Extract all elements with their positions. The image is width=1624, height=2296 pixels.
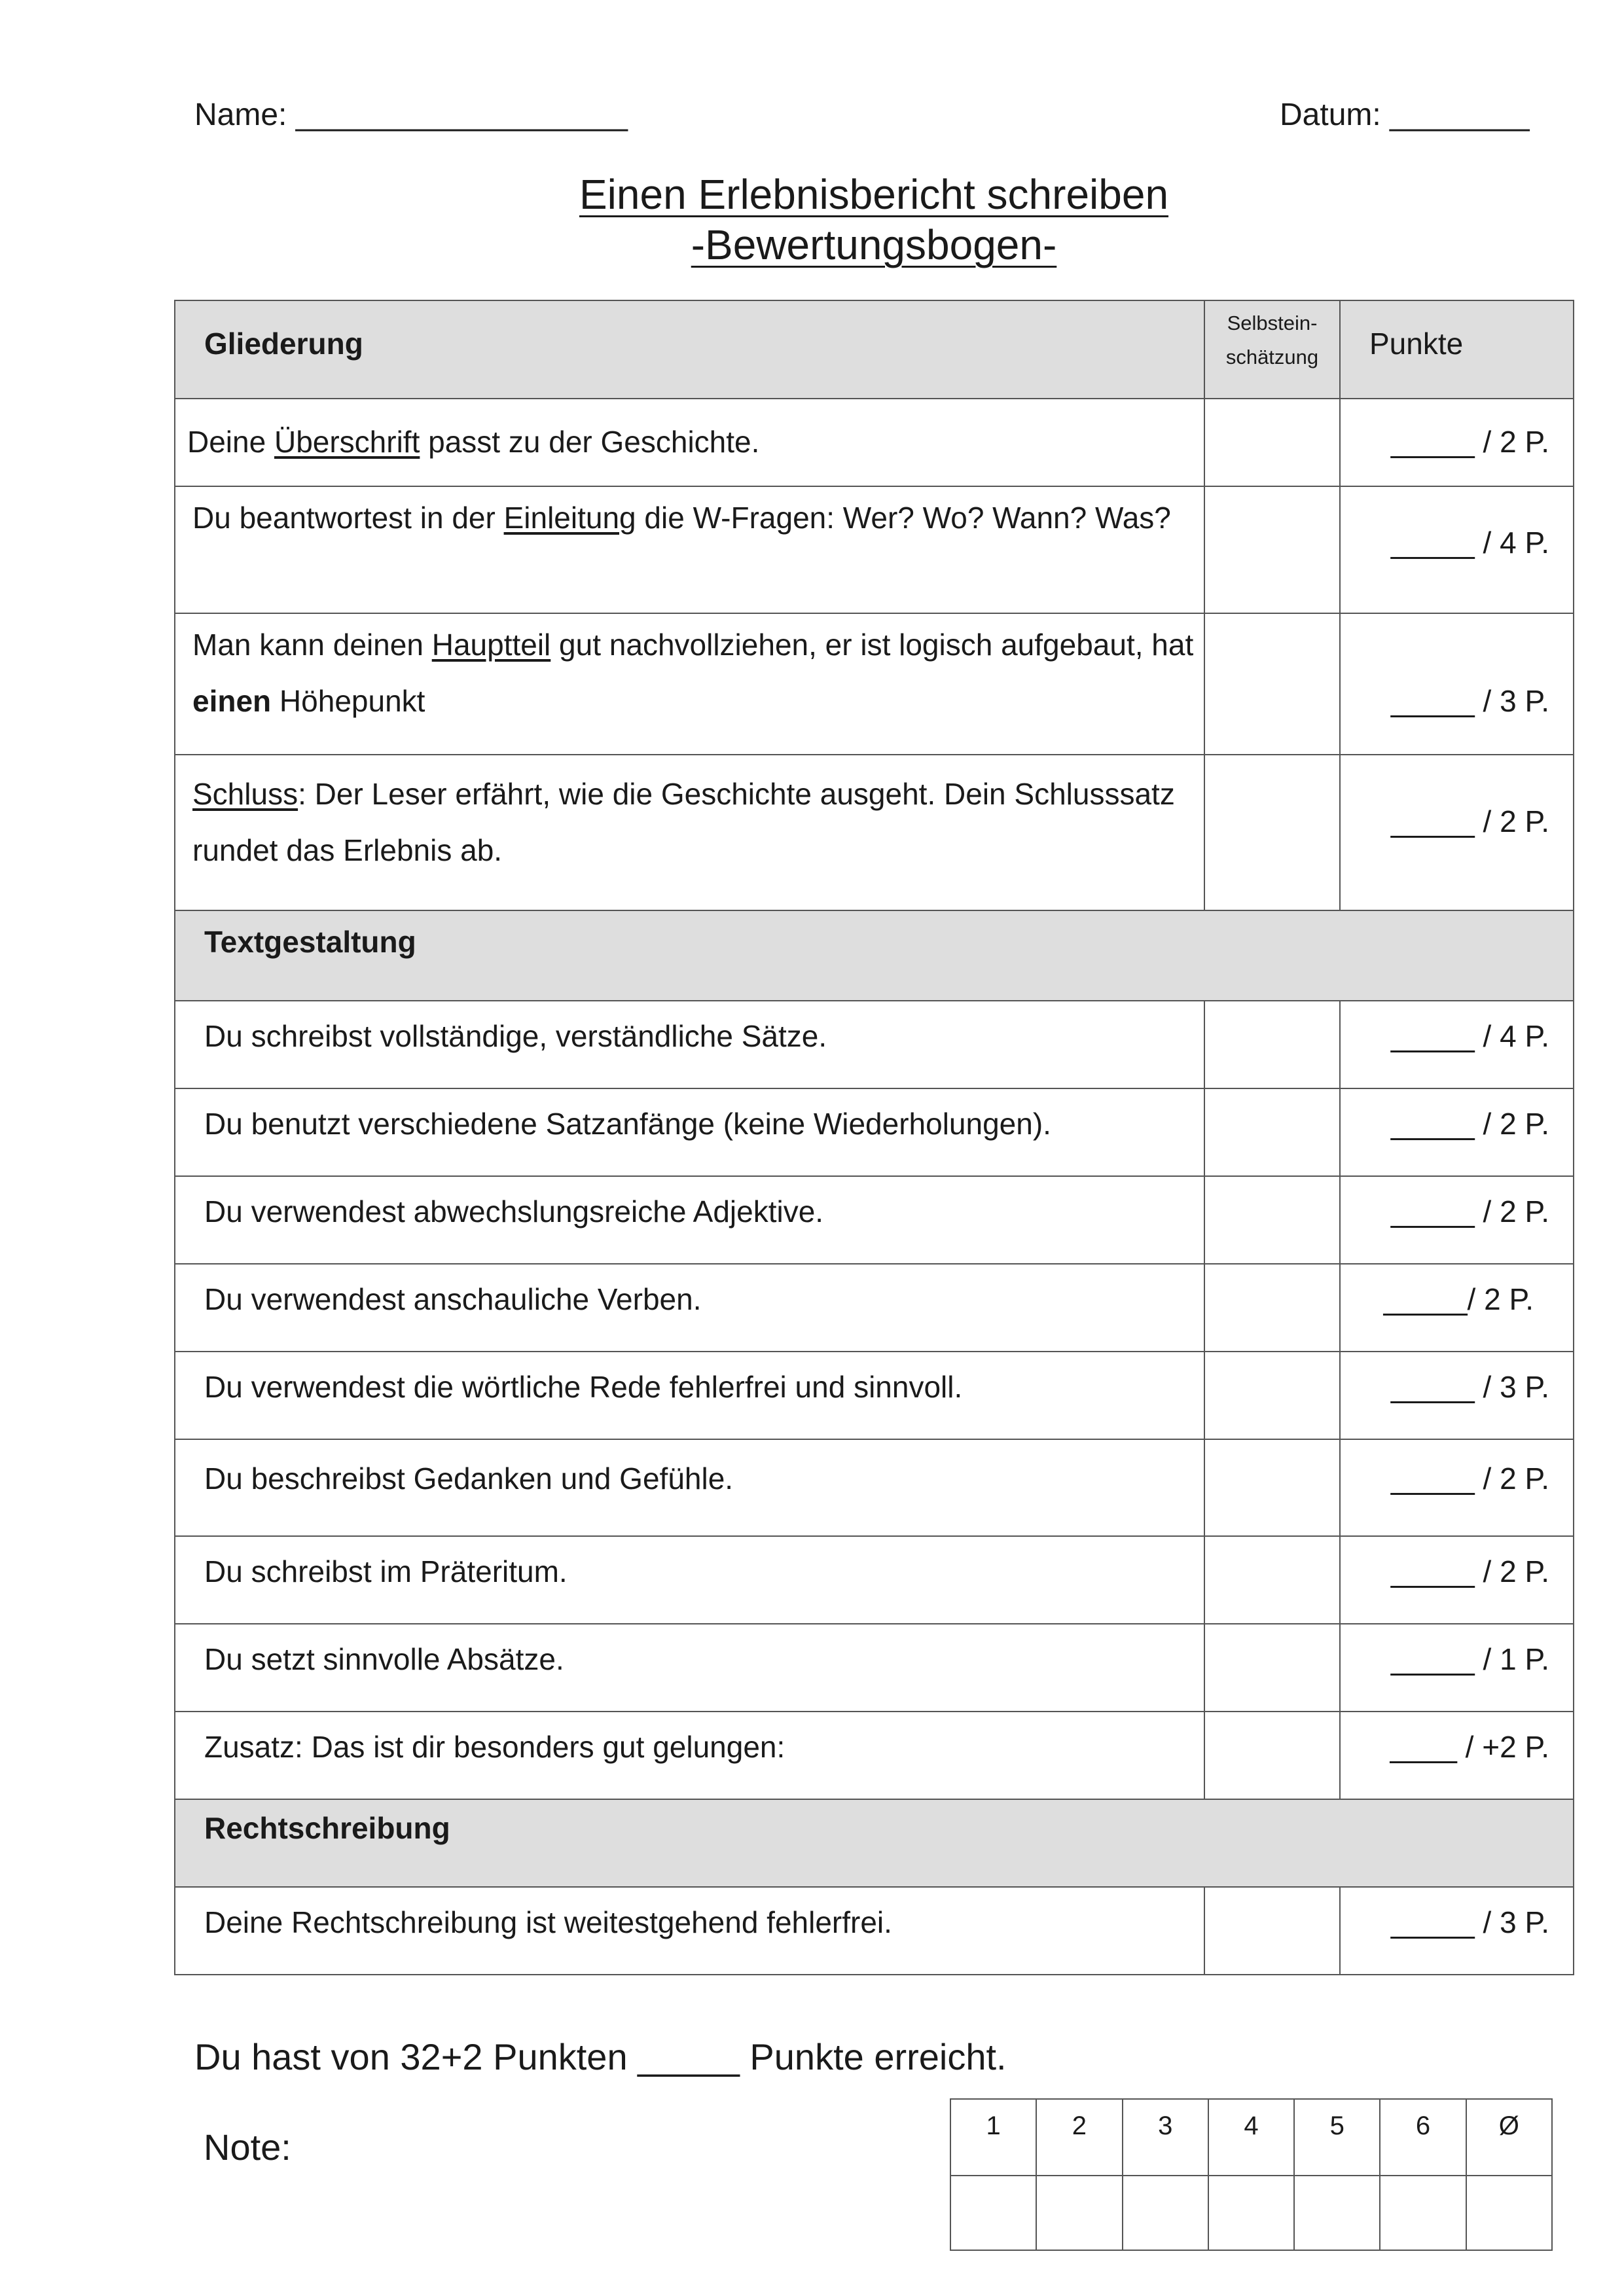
points-cell[interactable]: _____ / 4 P. xyxy=(1340,1001,1574,1088)
grade-table xyxy=(950,2098,1553,2251)
points-cell[interactable]: _____ / 2 P. xyxy=(1340,1536,1574,1624)
grade-entry-cell[interactable] xyxy=(1208,2176,1294,2250)
date-field[interactable]: Datum: ________ xyxy=(1280,98,1530,132)
self-assessment-cell[interactable] xyxy=(1204,1439,1340,1536)
points-cell[interactable]: _____ / 4 P. xyxy=(1340,486,1574,613)
table-row xyxy=(175,1352,1574,1439)
column-header-selbst-line2: schätzung xyxy=(1225,346,1319,368)
table-row xyxy=(175,1176,1574,1264)
self-assessment-cell[interactable] xyxy=(1204,1624,1340,1712)
criterion-text: Du schreibst vollständige, verständliche Sätze. xyxy=(175,1001,1204,1088)
grade-cell-label: Ø xyxy=(1466,2099,1552,2176)
grade-cell-label: 5 xyxy=(1294,2099,1380,2176)
section-label: Rechtschreibung xyxy=(175,1799,1574,1887)
self-assessment-cell[interactable] xyxy=(1204,1176,1340,1264)
column-header-selbst-line1: Selbstein- xyxy=(1227,312,1318,334)
table-row xyxy=(175,1088,1574,1176)
criterion-text: Du benutzt verschiedene Satzanfänge (keine Wiederholungen). xyxy=(175,1088,1204,1176)
grade-cell-label: 3 xyxy=(1123,2099,1208,2176)
self-assessment-cell[interactable] xyxy=(1204,755,1340,910)
self-assessment-cell[interactable] xyxy=(1204,1712,1340,1799)
grade-entry-cell[interactable] xyxy=(1380,2176,1466,2250)
points-summary[interactable]: Du hast von 32+2 Punkten _____ Punkte erreicht. xyxy=(194,2036,1007,2077)
column-header-selbsteinschaetzung xyxy=(1204,300,1340,399)
table-row xyxy=(175,1624,1574,1712)
points-cell[interactable]: _____ / 2 P. xyxy=(1340,399,1574,486)
criterion-text: Du schreibst im Präteritum. xyxy=(175,1536,1204,1624)
self-assessment-cell[interactable] xyxy=(1204,486,1340,613)
criterion-text: Du verwendest die wörtliche Rede fehlerfrei und sinnvoll. xyxy=(175,1352,1204,1439)
self-assessment-cell[interactable] xyxy=(1204,1352,1340,1439)
points-cell[interactable]: _____ / 3 P. xyxy=(1340,1352,1574,1439)
table-row xyxy=(175,1264,1574,1352)
grade-cell-label: 6 xyxy=(1380,2099,1466,2176)
table-row xyxy=(175,1439,1574,1536)
grade-entry-cell[interactable] xyxy=(1466,2176,1552,2250)
table-row xyxy=(175,1887,1574,1975)
section-label: Gliederung xyxy=(175,300,1204,399)
page-subtitle: -Bewertungsbogen- xyxy=(691,221,1057,268)
grade-cell-label: 4 xyxy=(1208,2099,1294,2176)
section-label: Textgestaltung xyxy=(175,910,1574,1001)
criterion-text: Man kann deinen Hauptteil gut nachvollziehen, er ist logisch aufgebaut, hat einen Höhepunkt xyxy=(175,613,1204,755)
points-cell[interactable]: _____ / 2 P. xyxy=(1340,1176,1574,1264)
self-assessment-cell[interactable] xyxy=(1204,399,1340,486)
note-label: Note: xyxy=(204,2126,291,2168)
criterion-text: Du beantwortest in der Einleitung die W-Fragen: Wer? Wo? Wann? Was? xyxy=(175,486,1204,613)
criterion-text: Deine Überschrift passt zu der Geschichte. xyxy=(175,399,1204,486)
name-field[interactable]: Name: ___________________ xyxy=(194,98,628,132)
table-row xyxy=(175,1536,1574,1624)
grade-entry-cell[interactable] xyxy=(1294,2176,1380,2250)
points-cell[interactable]: _____ / 2 P. xyxy=(1340,1439,1574,1536)
table-row xyxy=(175,613,1574,755)
grade-cell-label: 1 xyxy=(950,2099,1036,2176)
grade-cell-label: 2 xyxy=(1036,2099,1122,2176)
criterion-text: Du beschreibst Gedanken und Gefühle. xyxy=(175,1439,1204,1536)
page-title: Einen Erlebnisbericht schreiben xyxy=(579,171,1169,218)
self-assessment-cell[interactable] xyxy=(1204,1887,1340,1975)
grade-entry-cell[interactable] xyxy=(1123,2176,1208,2250)
section-header-textgestaltung xyxy=(175,910,1574,1001)
self-assessment-cell[interactable] xyxy=(1204,1001,1340,1088)
points-cell[interactable]: ____ / +2 P. xyxy=(1340,1712,1574,1799)
grade-entry-row xyxy=(950,2176,1552,2250)
criterion-text: Deine Rechtschreibung ist weitestgehend fehlerfrei. xyxy=(175,1887,1204,1975)
evaluation-table xyxy=(174,300,1574,1975)
grade-header-row xyxy=(950,2099,1552,2176)
criterion-text: Du verwendest anschauliche Verben. xyxy=(175,1264,1204,1352)
table-row xyxy=(175,486,1574,613)
grade-entry-cell[interactable] xyxy=(950,2176,1036,2250)
points-cell[interactable]: _____ / 3 P. xyxy=(1340,613,1574,755)
criterion-text: Du verwendest abwechslungsreiche Adjektive. xyxy=(175,1176,1204,1264)
table-row xyxy=(175,399,1574,486)
points-cell[interactable]: _____ / 2 P. xyxy=(1340,1088,1574,1176)
section-header-rechtschreibung xyxy=(175,1799,1574,1887)
self-assessment-cell[interactable] xyxy=(1204,1088,1340,1176)
table-row xyxy=(175,1001,1574,1088)
points-cell[interactable]: _____ / 2 P. xyxy=(1340,755,1574,910)
points-cell[interactable]: _____ / 1 P. xyxy=(1340,1624,1574,1712)
points-cell[interactable]: _____ / 3 P. xyxy=(1340,1887,1574,1975)
grade-entry-cell[interactable] xyxy=(1036,2176,1122,2250)
self-assessment-cell[interactable] xyxy=(1204,1536,1340,1624)
self-assessment-cell[interactable] xyxy=(1204,1264,1340,1352)
points-cell[interactable]: _____/ 2 P. xyxy=(1340,1264,1574,1352)
criterion-text: Zusatz: Das ist dir besonders gut gelungen: xyxy=(175,1712,1204,1799)
criterion-text: Schluss: Der Leser erfährt, wie die Geschichte ausgeht. Dein Schlusssatz rundet das Erlebnis ab. xyxy=(175,755,1204,910)
table-row xyxy=(175,755,1574,910)
column-header-punkte: Punkte xyxy=(1340,300,1574,399)
self-assessment-cell[interactable] xyxy=(1204,613,1340,755)
section-header-gliederung xyxy=(175,300,1574,399)
criterion-text: Du setzt sinnvolle Absätze. xyxy=(175,1624,1204,1712)
table-row xyxy=(175,1712,1574,1799)
